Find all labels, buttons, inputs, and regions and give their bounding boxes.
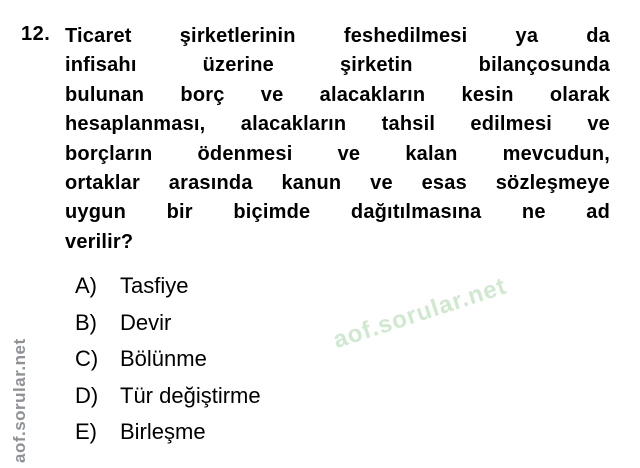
option-b-letter: B)	[75, 309, 97, 335]
option-e	[75, 414, 261, 451]
question-number: 12.	[21, 23, 51, 45]
question-line: ortaklar arasında kanun ve esas sözleşmeye	[65, 171, 610, 194]
question-line: bulunan borç ve alacakların kesin olarak	[65, 83, 610, 106]
options-list	[75, 268, 261, 451]
option-d	[75, 378, 261, 415]
question-line: borçların ödenmesi ve kalan mevcudun,	[65, 142, 610, 165]
question-line: infisahı üzerine şirketin bilançosunda	[65, 54, 610, 77]
option-e-letter: E)	[75, 419, 97, 444]
option-e-text: Birleşme	[120, 419, 206, 444]
watermark-diagonal: aof.sorular.net	[329, 272, 510, 354]
option-c	[75, 341, 261, 378]
option-c-letter: C)	[75, 346, 99, 371]
option-d-text: Tür değiştirme	[120, 382, 261, 408]
option-b-text: Devir	[120, 309, 172, 335]
question-line: uygun bir biçimde dağıtılmasına ne ad	[65, 201, 610, 224]
watermark-vertical: aof.sorular.net	[10, 338, 29, 463]
question-line: Ticaret şirketlerinin feshedilmesi ya da	[65, 25, 610, 47]
option-c-text: Bölünme	[120, 346, 207, 371]
option-b	[75, 305, 261, 342]
question-text	[65, 22, 610, 257]
option-a-letter: A)	[75, 273, 97, 298]
question-line: verilir?	[65, 230, 134, 253]
question-line: hesaplanması, alacakların tahsil edilmesi ve	[65, 113, 610, 136]
option-a-text: Tasfiye	[120, 273, 189, 298]
option-d-letter: D)	[75, 382, 99, 408]
option-a	[75, 268, 261, 305]
